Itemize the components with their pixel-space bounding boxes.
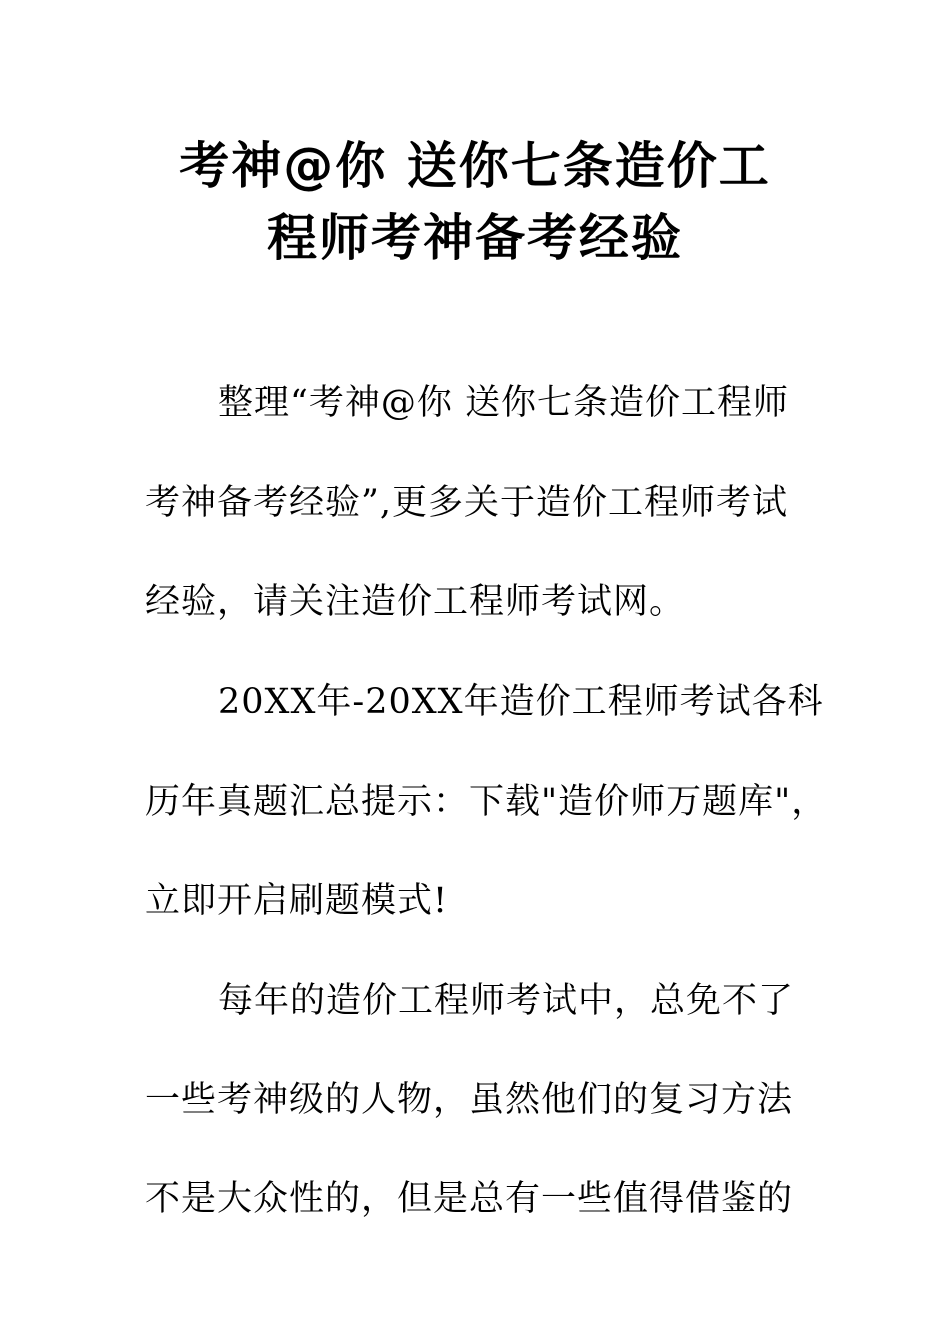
paragraph-line: 立即开启刷题模式! xyxy=(145,881,449,921)
title-line: 考神@你 送你七条造价工 xyxy=(179,137,771,195)
title-line: 程师考神备考经验 xyxy=(267,209,683,267)
paragraph-line: 每年的造价工程师考试中，总免不了 xyxy=(218,981,795,1021)
paragraph-line: 经验，请关注造价工程师考试网。 xyxy=(145,582,686,622)
paragraph-line: 一些考神级的人物，虽然他们的复习方法 xyxy=(145,1080,794,1120)
paragraph-line: 20XX年-20XX年造价工程师考试各科 xyxy=(218,682,824,722)
paragraph-line: 整理“考神@你 送你七条造价工程师 xyxy=(218,383,790,423)
paragraph-line: 历年真题汇总提示：下载"造价师万题库"， xyxy=(145,782,828,822)
paragraph-line: 考神备考经验”,更多关于造价工程师考试 xyxy=(145,483,789,523)
paragraph-line: 不是大众性的，但是总有一些值得借鉴的 xyxy=(145,1179,794,1219)
document-title xyxy=(0,130,950,274)
